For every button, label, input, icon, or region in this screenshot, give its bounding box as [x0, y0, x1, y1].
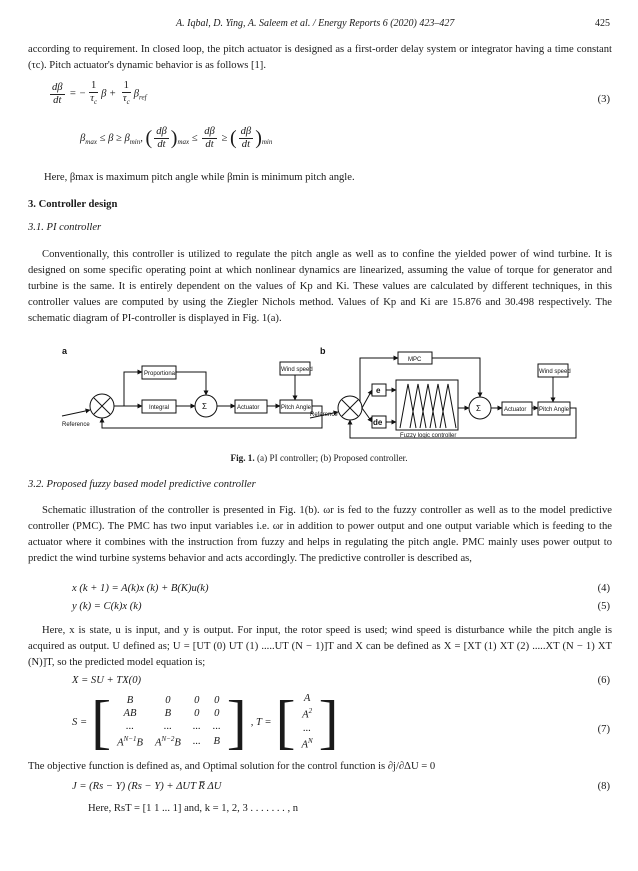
equation-8-note: Here, RsT = [1 1 ... 1] and, k = 1, 2, 3 . . . . . . . , n: [88, 803, 299, 814]
subsection-heading-3-1: 3.1. PI controller: [28, 222, 102, 233]
block-e: e: [376, 386, 381, 395]
block-de: de: [373, 418, 383, 427]
caption-label: Fig. 1.: [230, 453, 255, 463]
equation-3-number: (3): [597, 94, 610, 105]
equation-8-number: (8): [597, 781, 610, 792]
equation-3-line1: $\frac{d\beta}{dt}$ = − $\frac{1}{\tau_c}$ β + $\frac{1}{\tau_c}$ $\beta_{ref}$: [52, 80, 147, 107]
equation-6: X = SU + TX(0): [72, 675, 142, 686]
equation-3-line2: $\beta_{max} \le \beta \ge \beta_{min}$, ( $\frac{d\beta}{dt}$ )$_{max}$ ≤ $\frac{d\beta}{dt}$ ≥ ( $\frac{d\beta}{dt}$ )$_{min}$: [80, 126, 273, 150]
section-heading-3: 3. Controller design: [28, 199, 118, 210]
subsection-heading-3-2: 3.2. Proposed fuzzy based model predictive controller: [28, 479, 256, 490]
block-sum-b: Σ: [476, 404, 481, 413]
equation-8: J = (Rs − Y) (Rs − Y) + ΔUT R̅ ΔU: [72, 781, 222, 792]
block-sum-a: Σ: [202, 402, 207, 411]
paragraph-state: Here, x is state, u is input, and y is output. For input, the rotor speed is used; wind speed is disturbance while the pitch angle is acquired as output. U defined as; U = [UT (0) UT (1) .....UT (N − 1)]T and X can be defined as X = [XT (1) XT (2) .....XT (N − 1) XT (N)]T, so the predicted model equation is;: [28, 625, 612, 668]
equation-4: x (k + 1) = A(k)x (k) + B(K)u(k): [72, 583, 209, 594]
figure-1a-label: a: [62, 346, 68, 356]
equation-5: y (k) = C(k)x (k): [72, 601, 142, 612]
equation-4-number: (4): [597, 583, 610, 594]
paragraph-pi-controller: Conventionally, this controller is utilized to regulate the pitch angle as well as to confine the yielded power of wind turbine. It is designed on some specific operating point at which nonlinear dynamics are linearized, assuming the value of torque for generator and turbine is the same. It is entirely dependent on the values of Kp and Ki. These values are calculated by different techniques, in this controller values are computed by using the Ziegler Nichols method. Values of Kp and Ki are 15.876 and 30.498 respectively. The schematic diagram of PI-controller is displayed in Fig. 1(a).: [28, 249, 612, 324]
block-actuator-b: Actuator: [504, 407, 527, 413]
equation-7: S = [ B 0 0 0 AB B 0 0 ... ... ... ... $A^{N-1}B$ $A^{N-2}B$ ... B ] , T = [ A $A^2$ ... $A^N$ ]: [72, 689, 339, 755]
equation-6-number: (6): [597, 675, 610, 686]
reference-b: Reference: [310, 412, 338, 418]
equation-3-note: Here, βmax is maximum pitch angle while βmin is minimum pitch angle.: [44, 172, 355, 183]
block-pitch-angle-a: Pitch Angle: [281, 405, 312, 411]
block-fuzzy: Fuzzy logic controller: [400, 433, 457, 439]
paragraph-objective: The objective function is defined as, and Optimal solution for the control function is ∂j/∂ΔU = 0: [28, 761, 436, 772]
block-pitch-angle-b: Pitch Angle: [539, 407, 570, 413]
reference-a: Reference: [62, 422, 90, 428]
block-wind-speed-a: Wind speed: [281, 367, 313, 373]
running-head: A. Iqbal, D. Ying, A. Saleem et al. / Energy Reports 6 (2020) 423–427: [176, 18, 455, 29]
equation-5-number: (5): [597, 601, 610, 612]
figure-caption: [0, 453, 638, 463]
paragraph-fmpc: Schematic illustration of the controller is presented in Fig. 1(b). ωr is fed to the fuzzy controller as well as to the model predictive controller (PMC). The PMC has two input variables i.e. ωr in addition to power output and one output variable which is feeding to the actuator where it combines with the instruction from fuzzy and helps in regulating the pitch angle. PMC mainly uses power output to predict the wind turbine systems behavior and acts accordingly. The predictive controller is described as,: [28, 505, 612, 564]
caption-text: (a) PI controller; (b) Proposed controller.: [257, 453, 408, 463]
block-mpc: MPC: [408, 357, 422, 363]
figure-1b-label: b: [320, 346, 326, 356]
page-number: 425: [595, 18, 610, 29]
block-actuator-a: Actuator: [237, 405, 260, 411]
block-proportional: Proportional: [144, 371, 177, 377]
block-integral: Integral: [149, 405, 170, 411]
equation-7-number: (7): [597, 724, 610, 735]
block-wind-speed-b: Wind speed: [539, 369, 571, 375]
figure-1: [60, 344, 580, 444]
paragraph-actuator: according to requirement. In closed loop, the pitch actuator is designed as a first-order delay system or integrator having a time constant (τc). Pitch actuator's dynamic behavior is as follows [1].: [28, 44, 612, 71]
